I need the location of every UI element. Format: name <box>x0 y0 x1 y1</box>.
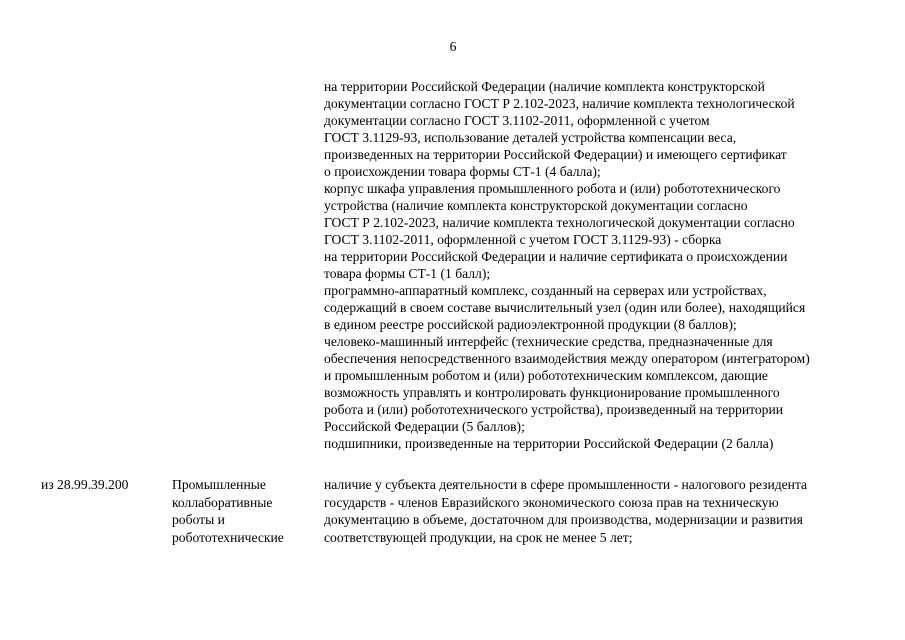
requirement-line: документации согласно ГОСТ 3.1102-2011, оформленной с учетом <box>324 113 710 128</box>
requirement-line: ГОСТ 3.1102-2011, оформленной с учетом ГОСТ 3.1129-93) - сборка <box>324 232 722 247</box>
requirement-line: корпус шкафа управления промышленного робота и (или) робототехнического <box>324 181 781 196</box>
requirement-line: возможность управлять и контролировать функционирование промышленного <box>324 385 780 400</box>
requirement-line: в едином реестре российской радиоэлектронной продукции (8 баллов); <box>324 317 737 332</box>
requirement-line: на территории Российской Федерации и наличие сертификата о происхождении <box>324 249 788 264</box>
product-name-line: робототехнические <box>172 529 284 545</box>
requirement-line: обеспечения непосредственного взаимодействия между оператором (интегратором) <box>324 351 810 366</box>
product-name-line: коллаборативные <box>172 494 273 510</box>
product-code: из 28.99.39.200 <box>41 477 129 492</box>
requirement-line: программно-аппаратный комплекс, созданный на серверах или устройствах, <box>324 283 767 298</box>
requirement-line: наличие у субъекта деятельности в сфере промышленности - налогового резидента <box>324 477 808 492</box>
requirement-line: Российской Федерации (5 баллов); <box>324 419 525 434</box>
requirement-line: устройства (наличие комплекта конструкторской документации согласно <box>324 198 748 213</box>
requirement-line: государств - членов Евразийского экономического союза прав на техническую <box>324 494 779 510</box>
requirement-line: содержащий в своем составе вычислительный узел (один или более), находящийся <box>324 300 806 315</box>
requirement-line: товара формы СТ-1 (1 балл); <box>324 266 491 281</box>
requirement-line: ГОСТ Р 2.102-2023, наличие комплекта технологической документации согласно <box>324 215 795 230</box>
requirement-line: на территории Российской Федерации (наличие комплекта конструкторской <box>324 79 765 94</box>
requirement-line: соответствующей продукции, на срок не менее 5 лет; <box>324 529 633 545</box>
page-number: 6 <box>449 39 457 54</box>
requirement-line: робота и (или) робототехнического устройства), произведенный на территории <box>324 402 784 417</box>
requirement-line: ГОСТ 3.1129-93, использование деталей устройства компенсации веса, <box>324 130 737 145</box>
requirement-line: произведенных на территории Российской Федерации) и имеющего сертификат <box>324 147 787 162</box>
requirement-line: о происхождении товара формы СТ-1 (4 балла); <box>324 164 601 179</box>
requirement-line: человеко-машинный интерфейс (технические средства, предназначенные для <box>324 334 773 349</box>
requirement-line: документацию в объеме, достаточном для производства, модернизации и развития <box>324 512 803 527</box>
product-name-line: Промышленные <box>172 477 266 492</box>
requirement-line: и промышленным роботом и (или) робототехническим комплексом, дающие <box>324 368 768 383</box>
requirement-line: подшипники, произведенные на территории Российской Федерации (2 балла) <box>324 436 774 451</box>
product-name-line: роботы и <box>172 512 225 527</box>
requirement-line: документации согласно ГОСТ Р 2.102-2023, наличие комплекта технологической <box>324 96 795 111</box>
